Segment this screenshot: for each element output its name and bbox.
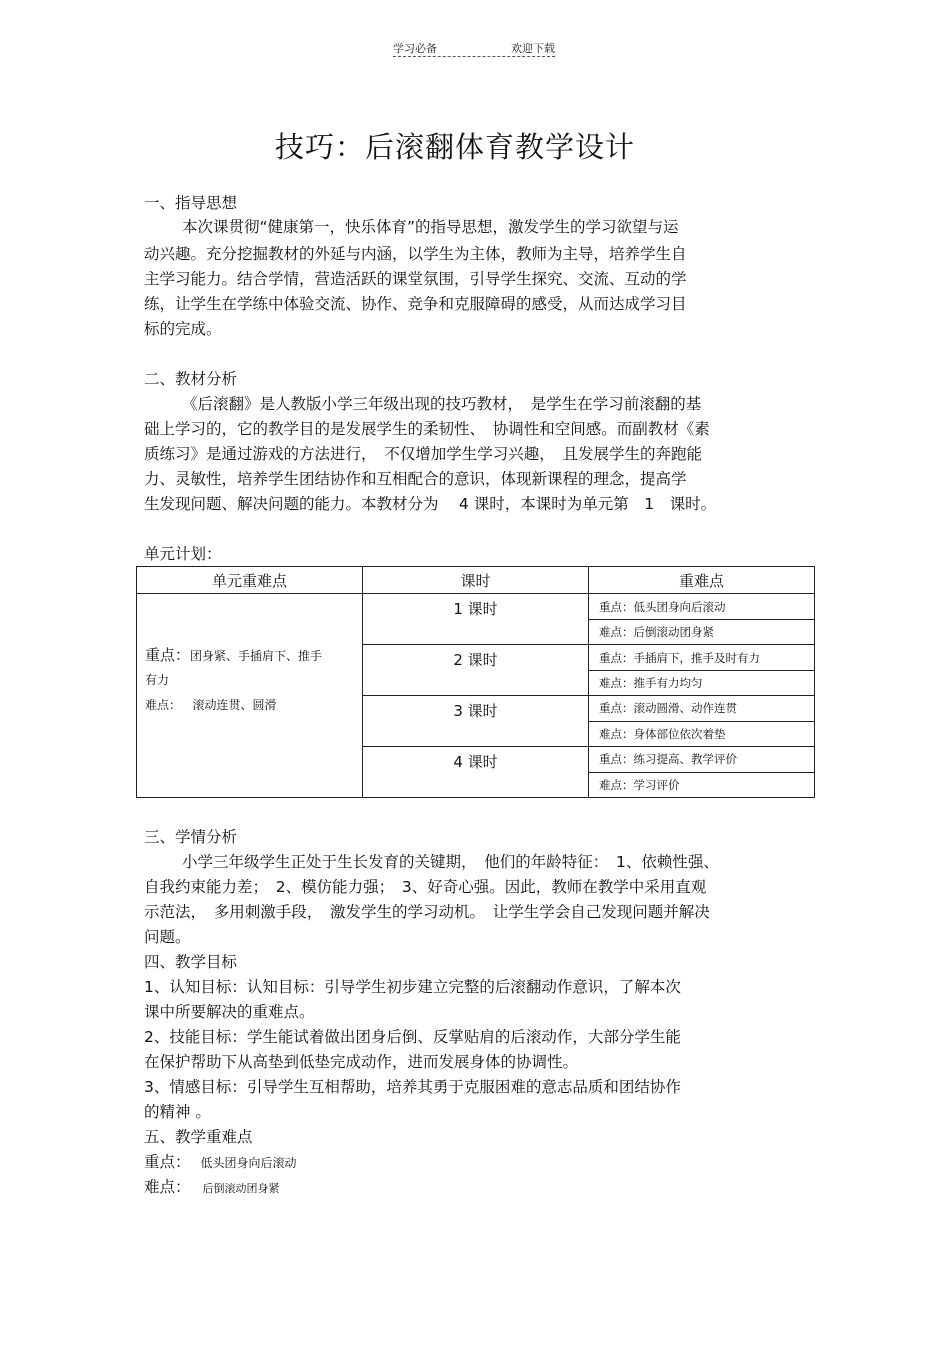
document-title: 技巧：后滚翻体育教学设计 bbox=[274, 130, 635, 164]
section-2-heading: 二、教材分析 bbox=[144, 370, 238, 388]
section-3-heading: 三、学情分析 bbox=[144, 828, 238, 846]
section-3-line: 自我约束能力差； 2、模仿能力强； 3、好奇心强。因此，教师在教学中采用直观 bbox=[144, 878, 707, 896]
table-header-cell: 单元重难点 bbox=[137, 567, 363, 594]
unit-plan-label: 单元计划： bbox=[144, 545, 222, 563]
lesson-difficulty: 难点：推手有力均匀 bbox=[589, 670, 815, 695]
unit-difficulty-text: 滚动连贯、圆滑 bbox=[192, 698, 277, 713]
unit-plan-table bbox=[136, 566, 815, 798]
lesson-key-point: 重点：练习提高、教学评价 bbox=[589, 747, 815, 772]
section-1-heading: 一、指导思想 bbox=[144, 194, 238, 212]
section-4-line: 3、情感目标：引导学生互相帮助，培养其勇于克服困难的意志品质和团结协作 bbox=[144, 1078, 681, 1096]
table-header-cell: 重难点 bbox=[589, 567, 815, 594]
unit-key-text: 团身紧、手插肩下、推手 bbox=[190, 649, 323, 664]
page-header bbox=[393, 40, 555, 57]
lesson-key-point: 重点：低头团身向后滚动 bbox=[589, 594, 815, 619]
header-right-text: 欢迎下载 bbox=[511, 42, 555, 55]
unit-difficulty-label: 难点： bbox=[145, 698, 182, 713]
lesson-key-point: 重点：滚动圆滑、动作连贯 bbox=[589, 696, 815, 721]
section-4-heading: 四、教学目标 bbox=[144, 953, 238, 971]
section-3-line: 小学三年级学生正处于生长发育的关键期， 他们的年龄特征： 1、依赖性强、 bbox=[182, 853, 719, 871]
section-4-line: 2、技能目标：学生能试着做出团身后倒、反掌贴肩的后滚动作，大部分学生能 bbox=[144, 1028, 681, 1046]
lesson-cell: 2 课时 bbox=[363, 645, 589, 696]
lesson-cell: 1 课时 bbox=[363, 594, 589, 645]
section-1-line: 标的完成。 bbox=[144, 320, 222, 338]
section-2-line: 力、灵敏性，培养学生团结协作和互相配合的意识，体现新课程的理念，提高学 bbox=[144, 470, 687, 488]
difficulty-text: 后倒滚动团身紧 bbox=[202, 1182, 280, 1195]
section-4-line: 课中所要解决的重难点。 bbox=[144, 1003, 315, 1021]
section-2-line: 质练习》是通过游戏的方法进行， 不仅增加学生学习兴趣， 且发展学生的奔跑能 bbox=[144, 445, 703, 463]
table-header-cell: 课时 bbox=[363, 567, 589, 594]
section-4-line: 1、认知目标：认知目标：引导学生初步建立完整的后滚翻动作意识，了解本次 bbox=[144, 978, 681, 996]
section-4-line: 的精神 。 bbox=[144, 1103, 211, 1121]
key-point-text: 低头团身向后滚动 bbox=[200, 1156, 297, 1170]
lesson-cell: 3 课时 bbox=[363, 696, 589, 747]
lesson-key-point: 重点：手插肩下，推手及时有力 bbox=[589, 645, 815, 670]
key-point-label: 重点： bbox=[144, 1153, 191, 1171]
section-4-line: 在保护帮助下从高垫到低垫完成动作，进而发展身体的协调性。 bbox=[144, 1053, 579, 1071]
lesson-difficulty: 难点：身体部位依次着垫 bbox=[589, 721, 815, 746]
section-1-line: 动兴趣。充分挖掘教材的外延与内涵，以学生为主体，教师为主导，培养学生自 bbox=[144, 245, 687, 263]
difficulty-label: 难点： bbox=[144, 1178, 191, 1196]
table-header-row bbox=[137, 567, 815, 594]
section-2-line: 《后滚翻》是人教版小学三年级出现的技巧教材， 是学生在学习前滚翻的基 bbox=[182, 395, 702, 413]
header-left-text: 学习必备 bbox=[393, 42, 437, 55]
unit-key-points-cell bbox=[137, 594, 363, 798]
section-3-line: 示范法， 多用刺激手段， 激发学生的学习动机。 让学生学会自己发现问题并解决 bbox=[144, 903, 710, 921]
section-1-line: 本次课贯彻“健康第一，快乐体育”的指导思想，激发学生的学习欲望与运 bbox=[182, 218, 679, 236]
section-2-line: 生发现问题、解决问题的能力。本教材分为 4 课时，本课时为单元第 1 课时。 bbox=[144, 495, 717, 513]
section-2-line: 础上学习的，它的教学目的是发展学生的柔韧性、 协调性和空间感。而副教材《素 bbox=[144, 420, 710, 438]
section-1-line: 练，让学生在学练中体验交流、协作、竞争和克服障碍的感受，从而达成学习目 bbox=[144, 295, 687, 313]
lesson-difficulty: 难点：学习评价 bbox=[589, 772, 815, 797]
lesson-cell: 4 课时 bbox=[363, 747, 589, 798]
unit-key-text-cont: 有力 bbox=[145, 673, 170, 688]
lesson-difficulty: 难点：后倒滚动团身紧 bbox=[589, 619, 815, 644]
unit-key-label: 重点： bbox=[145, 646, 191, 665]
section-5-heading: 五、教学重难点 bbox=[144, 1128, 253, 1146]
section-1-line: 主学习能力。结合学情，营造活跃的课堂氛围，引导学生探究、交流、互动的学 bbox=[144, 270, 687, 288]
section-3-line: 问题。 bbox=[144, 928, 191, 946]
